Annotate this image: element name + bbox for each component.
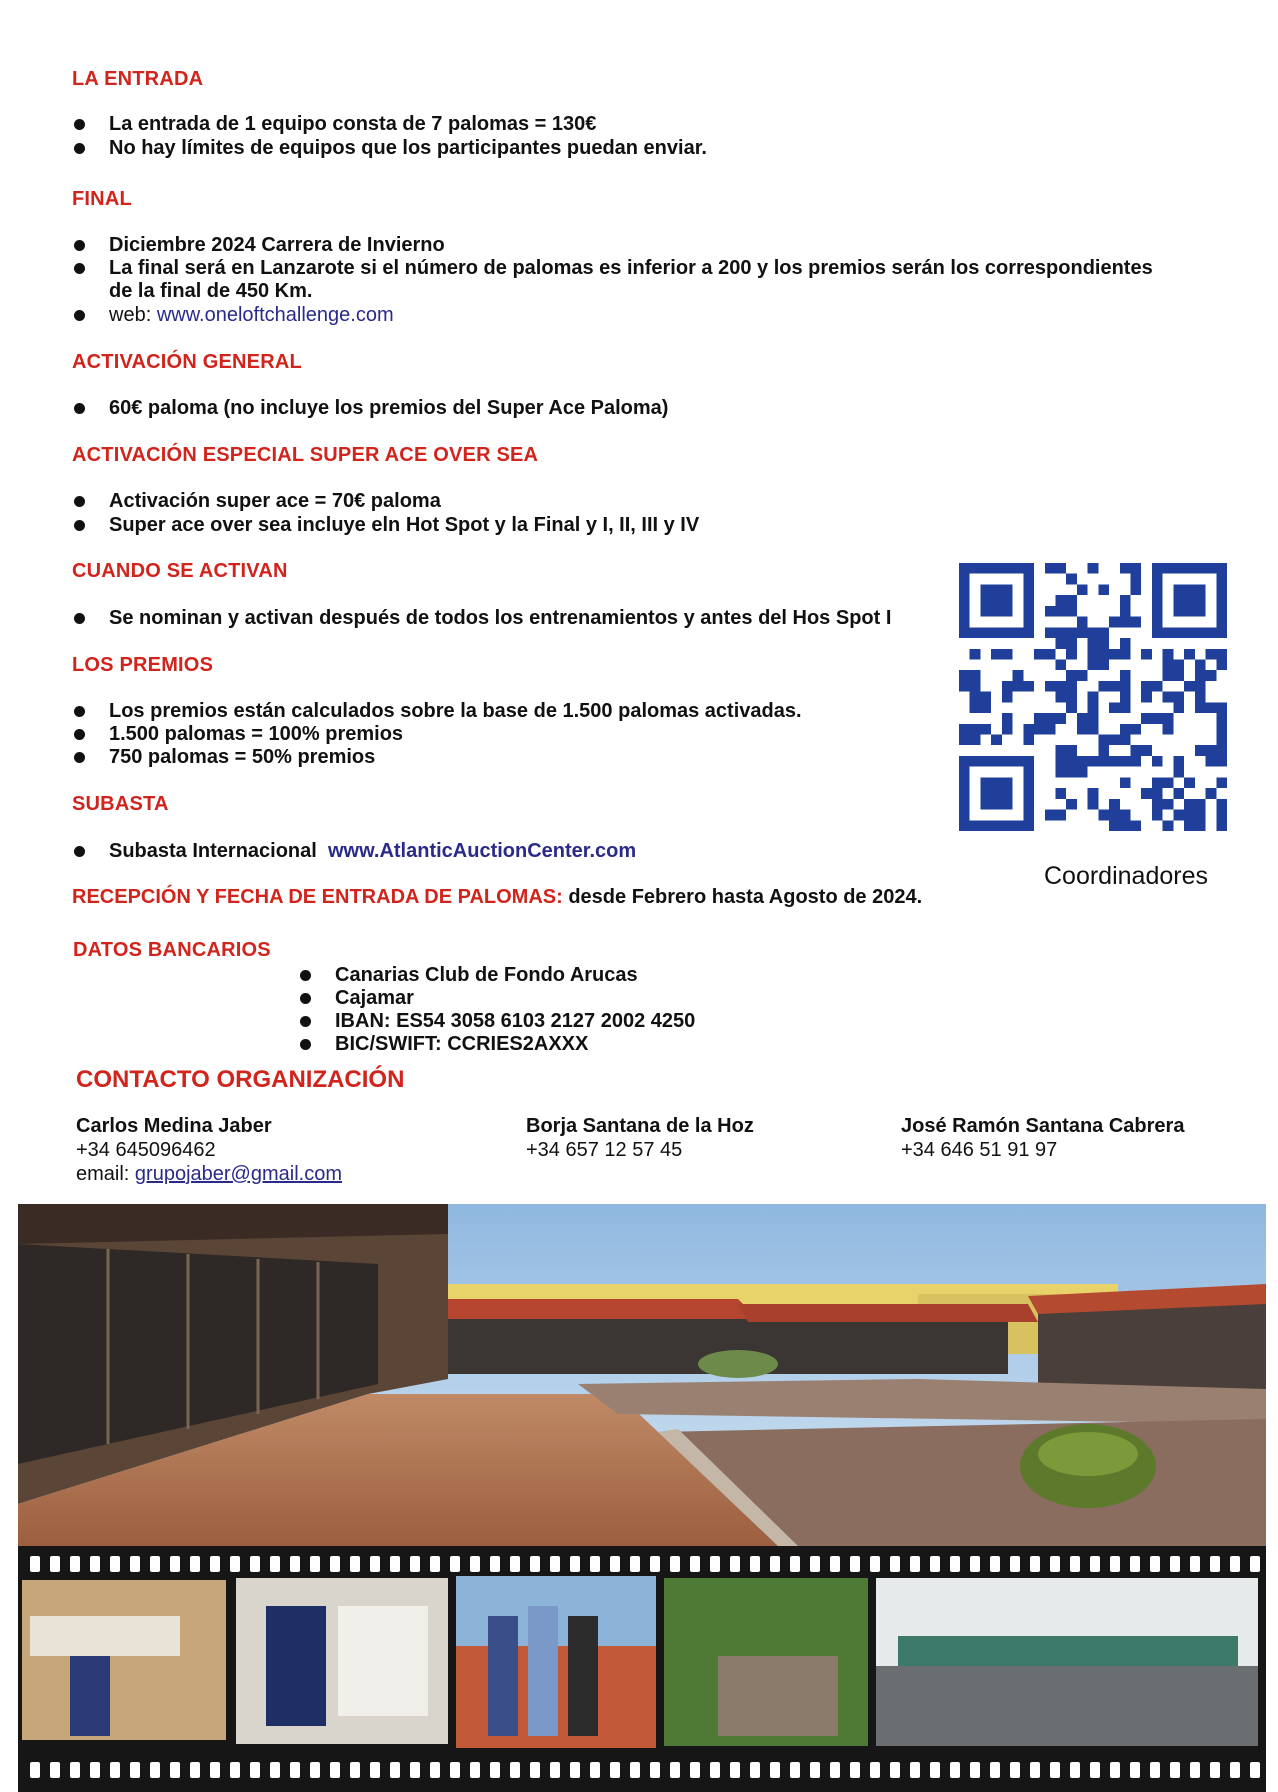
heading-final: FINAL	[72, 188, 132, 210]
bullet-final-1: Diciembre 2024 Carrera de Invierno	[109, 234, 445, 256]
film-strip-photos	[18, 1546, 1266, 1792]
web-label: web:	[109, 304, 152, 326]
bullet-banco-2: Cajamar	[335, 987, 414, 1009]
qr-code-icon[interactable]	[959, 563, 1227, 831]
contact-name-3: José Ramón Santana Cabrera	[901, 1115, 1185, 1137]
subasta-link[interactable]: www.AtlanticAuctionCenter.com	[327, 840, 637, 862]
heading-premios: LOS PREMIOS	[72, 654, 214, 676]
contact-phone-3: +34 646 51 91 97	[901, 1139, 1058, 1161]
heading-contacto: CONTACTO ORGANIZACIÓN	[76, 1066, 405, 1093]
bullet-final-2: La final será en Lanzarote si el número de palomas es inferior a 200 y los premios serán los correspondientes	[109, 257, 1153, 279]
film-frame-1	[22, 1580, 226, 1740]
bullet-banco-3: IBAN: ES54 3058 6103 2127 2002 4250	[335, 1010, 696, 1032]
heading-cuando: CUANDO SE ACTIVAN	[72, 560, 288, 582]
email-label: email:	[76, 1163, 130, 1185]
bullet-activacion-general: 60€ paloma (no incluye los premios del Super Ace Paloma)	[109, 397, 669, 419]
heading-subasta: SUBASTA	[72, 793, 169, 815]
contact-name-1: Carlos Medina Jaber	[76, 1115, 272, 1137]
heading-datos-bancarios: DATOS BANCARIOS	[73, 939, 271, 961]
bullet-especial-1: Activación super ace = 70€ paloma	[109, 490, 441, 512]
recepcion-line	[72, 886, 922, 909]
bullet-banco-4: BIC/SWIFT: CCRIES2AXXX	[335, 1033, 589, 1055]
contact-phone-1: +34 645096462	[76, 1139, 216, 1161]
heading-activacion-general: ACTIVACIÓN GENERAL	[72, 351, 302, 373]
bullet-premios-3: 750 palomas = 50% premios	[109, 746, 376, 768]
bullet-cuando: Se nominan y activan después de todos los entrenamientos y antes del Hos Spot I	[109, 607, 892, 629]
heading-activacion-especial: ACTIVACIÓN ESPECIAL SUPER ACE OVER SEA	[72, 444, 539, 466]
coordinadores-label: Coordinadores	[1044, 862, 1208, 890]
recepcion-text: desde Febrero hasta Agosto de 2024.	[568, 886, 923, 908]
loft-courtyard-photo	[18, 1204, 1266, 1546]
bullet-premios-2: 1.500 palomas = 100% premios	[109, 723, 404, 745]
bullet-premios-1: Los premios están calculados sobre la base de 1.500 palomas activadas.	[109, 700, 802, 722]
bullet-entrada-1: La entrada de 1 equipo consta de 7 palomas = 130€	[109, 113, 597, 135]
bullet-especial-2: Super ace over sea incluye eln Hot Spot y la Final y I, II, III y IV	[109, 514, 700, 536]
bullet-final-web	[109, 304, 394, 327]
bullet-entrada-2: No hay límites de equipos que los participantes puedan enviar.	[109, 137, 707, 159]
contact-phone-2: +34 657 12 57 45	[526, 1139, 683, 1161]
heading-entrada: LA ENTRADA	[72, 68, 204, 90]
email-link[interactable]: grupojaber@gmail.com	[134, 1163, 342, 1185]
subasta-label: Subasta Internacional	[109, 840, 317, 862]
bullet-subasta	[109, 840, 636, 863]
contact-email-line	[76, 1163, 342, 1186]
web-link[interactable]: www.oneloftchallenge.com	[156, 304, 394, 326]
heading-recepcion: RECEPCIÓN Y FECHA DE ENTRADA DE PALOMAS:	[72, 886, 563, 908]
contact-name-2: Borja Santana de la Hoz	[526, 1115, 754, 1137]
final-item-2-continued: de la final de 450 Km.	[109, 280, 313, 302]
bullet-banco-1: Canarias Club de Fondo Arucas	[335, 964, 638, 986]
